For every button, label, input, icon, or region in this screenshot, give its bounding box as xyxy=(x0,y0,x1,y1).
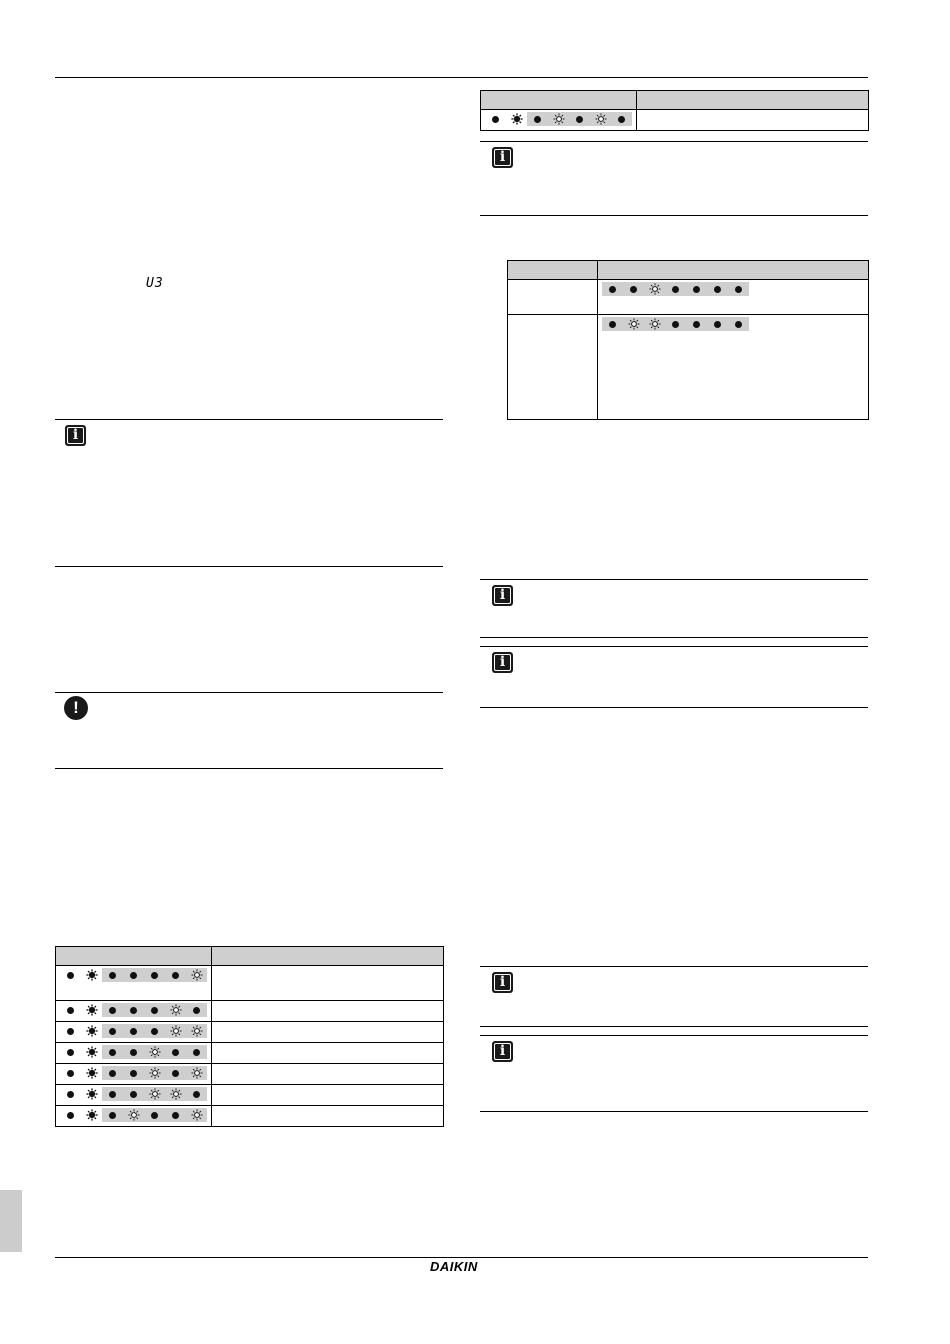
note-rule-bottom xyxy=(55,566,443,567)
led-pattern xyxy=(602,280,864,298)
led-table-left-bottom xyxy=(55,946,444,1127)
led-blinking-icon xyxy=(186,968,207,982)
note-rule-top xyxy=(55,692,443,693)
led-blinking-icon xyxy=(81,1108,102,1122)
led-off-icon xyxy=(623,282,644,296)
led-blinking-icon xyxy=(144,1045,165,1059)
note-rule-top xyxy=(480,579,868,580)
led-off-icon xyxy=(569,112,590,126)
led-off-icon xyxy=(485,112,506,126)
info-note-right-2 xyxy=(480,579,868,638)
error-code-display: U3 xyxy=(146,276,164,291)
info-note-left-1 xyxy=(55,419,443,567)
led-blinking-icon xyxy=(644,282,665,296)
led-table-right-mid xyxy=(507,260,869,420)
warning-note-left xyxy=(55,692,443,769)
led-blinking-icon xyxy=(548,112,569,126)
led-off-icon xyxy=(144,1108,165,1122)
led-off-icon xyxy=(102,1066,123,1080)
led-pattern xyxy=(60,1022,207,1040)
led-off-icon xyxy=(665,282,686,296)
led-off-icon xyxy=(728,282,749,296)
table-row xyxy=(481,110,869,131)
note-rule-top xyxy=(480,966,868,967)
note-rule-bottom xyxy=(480,1111,868,1112)
table-header-row xyxy=(481,91,869,110)
led-off-icon xyxy=(60,1108,81,1122)
info-icon: i xyxy=(492,1041,513,1062)
led-off-icon xyxy=(102,968,123,982)
led-blinking-icon xyxy=(623,317,644,331)
table-row xyxy=(56,1001,444,1022)
led-off-icon xyxy=(165,1045,186,1059)
led-off-icon xyxy=(686,317,707,331)
daikin-logo: DAIKIN xyxy=(430,1259,478,1274)
led-blinking-icon xyxy=(186,1024,207,1038)
led-pattern xyxy=(60,1106,207,1124)
led-off-icon xyxy=(186,1003,207,1017)
led-off-icon xyxy=(102,1024,123,1038)
led-off-icon xyxy=(123,968,144,982)
led-blinking-icon xyxy=(81,1066,102,1080)
led-blinking-icon xyxy=(81,1045,102,1059)
led-pattern xyxy=(60,966,207,984)
table-header-row xyxy=(508,261,869,280)
note-rule-top xyxy=(480,646,868,647)
led-off-icon xyxy=(123,1024,144,1038)
led-blinking-icon xyxy=(644,317,665,331)
led-off-icon xyxy=(186,1087,207,1101)
led-off-icon xyxy=(60,968,81,982)
led-off-icon xyxy=(102,1045,123,1059)
note-rule-top xyxy=(55,419,443,420)
led-off-icon xyxy=(60,1045,81,1059)
led-blinking-icon xyxy=(590,112,611,126)
led-off-icon xyxy=(611,112,632,126)
info-icon: i xyxy=(492,147,513,168)
note-rule-bottom xyxy=(480,707,868,708)
led-pattern xyxy=(485,110,632,128)
note-rule-top xyxy=(480,1035,868,1036)
led-off-icon xyxy=(144,1024,165,1038)
info-note-right-1 xyxy=(480,141,868,216)
led-blinking-icon xyxy=(165,1003,186,1017)
led-blinking-icon xyxy=(123,1108,144,1122)
led-blinking-icon xyxy=(144,1066,165,1080)
table-row xyxy=(508,315,869,420)
led-blinking-icon xyxy=(81,1087,102,1101)
led-blinking-icon xyxy=(165,1087,186,1101)
led-pattern xyxy=(60,1085,207,1103)
led-pattern xyxy=(60,1064,207,1082)
led-off-icon xyxy=(102,1003,123,1017)
note-rule-bottom xyxy=(480,1026,868,1027)
info-icon: i xyxy=(492,972,513,993)
led-off-icon xyxy=(102,1108,123,1122)
led-off-icon xyxy=(165,968,186,982)
led-off-icon xyxy=(60,1066,81,1080)
side-tab xyxy=(0,1190,22,1252)
table-row xyxy=(56,1106,444,1127)
led-off-icon xyxy=(728,317,749,331)
led-off-icon xyxy=(665,317,686,331)
led-blinking-icon xyxy=(81,968,102,982)
info-icon: i xyxy=(65,425,86,446)
led-blinking-icon xyxy=(81,1024,102,1038)
info-icon: i xyxy=(492,652,513,673)
led-off-icon xyxy=(60,1024,81,1038)
note-rule-bottom xyxy=(55,768,443,769)
led-off-icon xyxy=(123,1045,144,1059)
led-off-icon xyxy=(144,968,165,982)
led-off-icon xyxy=(123,1066,144,1080)
led-table-right-top xyxy=(480,90,869,131)
led-off-icon xyxy=(707,282,728,296)
led-off-icon xyxy=(686,282,707,296)
led-off-icon xyxy=(165,1066,186,1080)
led-off-icon xyxy=(60,1087,81,1101)
led-off-icon xyxy=(123,1087,144,1101)
led-pattern xyxy=(60,1001,207,1019)
led-off-icon xyxy=(527,112,548,126)
table-row xyxy=(56,1022,444,1043)
led-off-icon xyxy=(186,1045,207,1059)
led-off-icon xyxy=(144,1003,165,1017)
note-rule-bottom xyxy=(480,637,868,638)
led-off-icon xyxy=(102,1087,123,1101)
table-row xyxy=(508,280,869,315)
led-blinking-icon xyxy=(186,1108,207,1122)
led-off-icon xyxy=(165,1108,186,1122)
led-off-icon xyxy=(602,317,623,331)
note-rule-top xyxy=(480,141,868,142)
table-row xyxy=(56,1085,444,1106)
table-header-row xyxy=(56,947,444,966)
table-row xyxy=(56,1064,444,1085)
table-row xyxy=(56,966,444,1001)
led-blinking-icon xyxy=(81,1003,102,1017)
led-blinking-icon xyxy=(186,1066,207,1080)
info-note-right-4 xyxy=(480,966,868,1027)
note-rule-bottom xyxy=(480,215,868,216)
led-blinking-icon xyxy=(144,1087,165,1101)
info-note-right-3 xyxy=(480,646,868,708)
table-row xyxy=(56,1043,444,1064)
info-icon: i xyxy=(492,585,513,606)
led-off-icon xyxy=(602,282,623,296)
led-pattern xyxy=(602,315,864,333)
led-off-icon xyxy=(123,1003,144,1017)
header-rule xyxy=(55,77,868,78)
led-blinking-icon xyxy=(506,112,527,126)
footer-rule xyxy=(55,1257,868,1258)
info-note-right-5 xyxy=(480,1035,868,1112)
led-pattern xyxy=(60,1043,207,1061)
warning-icon: ! xyxy=(64,696,88,720)
led-blinking-icon xyxy=(165,1024,186,1038)
led-off-icon xyxy=(60,1003,81,1017)
led-off-icon xyxy=(707,317,728,331)
